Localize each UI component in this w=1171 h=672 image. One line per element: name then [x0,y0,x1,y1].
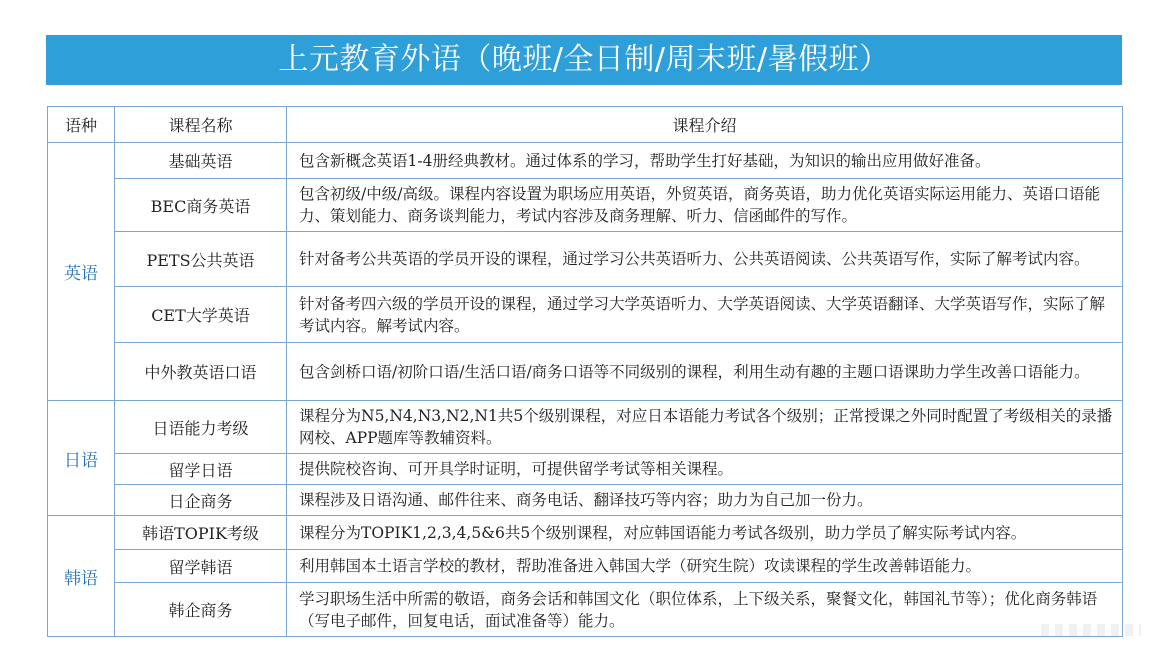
course-desc: 课程涉及日语沟通、邮件往来、商务电话、翻译技巧等内容；助力为自己加一份力。 [287,485,1123,516]
course-name: 日企商务 [115,485,287,516]
language-cell-english: 英语 [48,143,115,401]
header-course-intro: 课程介绍 [287,107,1123,143]
table-header-row [48,107,1123,143]
table-row [48,179,1123,232]
table-row [48,550,1123,583]
table-row [48,454,1123,485]
table-row [48,583,1123,637]
table-row [48,485,1123,516]
course-name: 日语能力考级 [115,401,287,454]
course-name: 中外教英语口语 [115,343,287,401]
course-table [47,106,1123,637]
course-desc: 课程分为TOPIK1,2,3,4,5&6共5个级别课程，对应韩国语能力考试各级别，助力学员了解实际考试内容。 [287,516,1123,550]
page-title: 上元教育外语（晚班/全日制/周末班/暑假班） [278,42,890,77]
course-desc: 包含初级/中级/高级。课程内容设置为职场应用英语，外贸英语，商务英语，助力优化英语实际运用能力、英语口语能力、策划能力、商务谈判能力，考试内容涉及商务理解、听力、信函邮件的写作。 [287,179,1123,232]
header-course-name: 课程名称 [115,107,287,143]
course-name: 基础英语 [115,143,287,179]
table-row [48,516,1123,550]
course-desc: 包含新概念英语1-4册经典教材。通过体系的学习，帮助学生打好基础，为知识的输出应用做好准备。 [287,143,1123,179]
header-language: 语种 [48,107,115,143]
course-desc: 针对备考四六级的学员开设的课程，通过学习大学英语听力、大学英语阅读、大学英语翻译、大学英语写作，实际了解考试内容。解考试内容。 [287,287,1123,343]
course-name: BEC商务英语 [115,179,287,232]
course-desc: 课程分为N5,N4,N3,N2,N1共5个级别课程，对应日本语能力考试各个级别；正常授课之外同时配置了考级相关的录播网校、APP题库等教辅资料。 [287,401,1123,454]
course-name: 韩语TOPIK考级 [115,516,287,550]
course-desc: 利用韩国本土语言学校的教材，帮助准备进入韩国大学（研究生院）攻读课程的学生改善韩语能力。 [287,550,1123,583]
course-name: 留学韩语 [115,550,287,583]
course-desc: 提供院校咨询、可开具学时证明，可提供留学考试等相关课程。 [287,454,1123,485]
table-row [48,343,1123,401]
course-desc: 针对备考公共英语的学员开设的课程，通过学习公共英语听力、公共英语阅读、公共英语写作，实际了解考试内容。 [287,232,1123,287]
table-row [48,287,1123,343]
language-cell-japanese: 日语 [48,401,115,516]
watermark [1041,624,1141,636]
table-row [48,143,1123,179]
course-name: 韩企商务 [115,583,287,637]
language-cell-korean: 韩语 [48,516,115,637]
page-title-banner [46,35,1122,85]
course-name: CET大学英语 [115,287,287,343]
table-row [48,232,1123,287]
table-row [48,401,1123,454]
course-desc: 学习职场生活中所需的敬语，商务会话和韩国文化（职位体系，上下级关系，聚餐文化，韩国礼节等）；优化商务韩语（写电子邮件，回复电话，面试准备等）能力。 [287,583,1123,637]
course-desc: 包含剑桥口语/初阶口语/生活口语/商务口语等不同级别的课程，利用生动有趣的主题口语课助力学生改善口语能力。 [287,343,1123,401]
course-name: 留学日语 [115,454,287,485]
course-name: PETS公共英语 [115,232,287,287]
